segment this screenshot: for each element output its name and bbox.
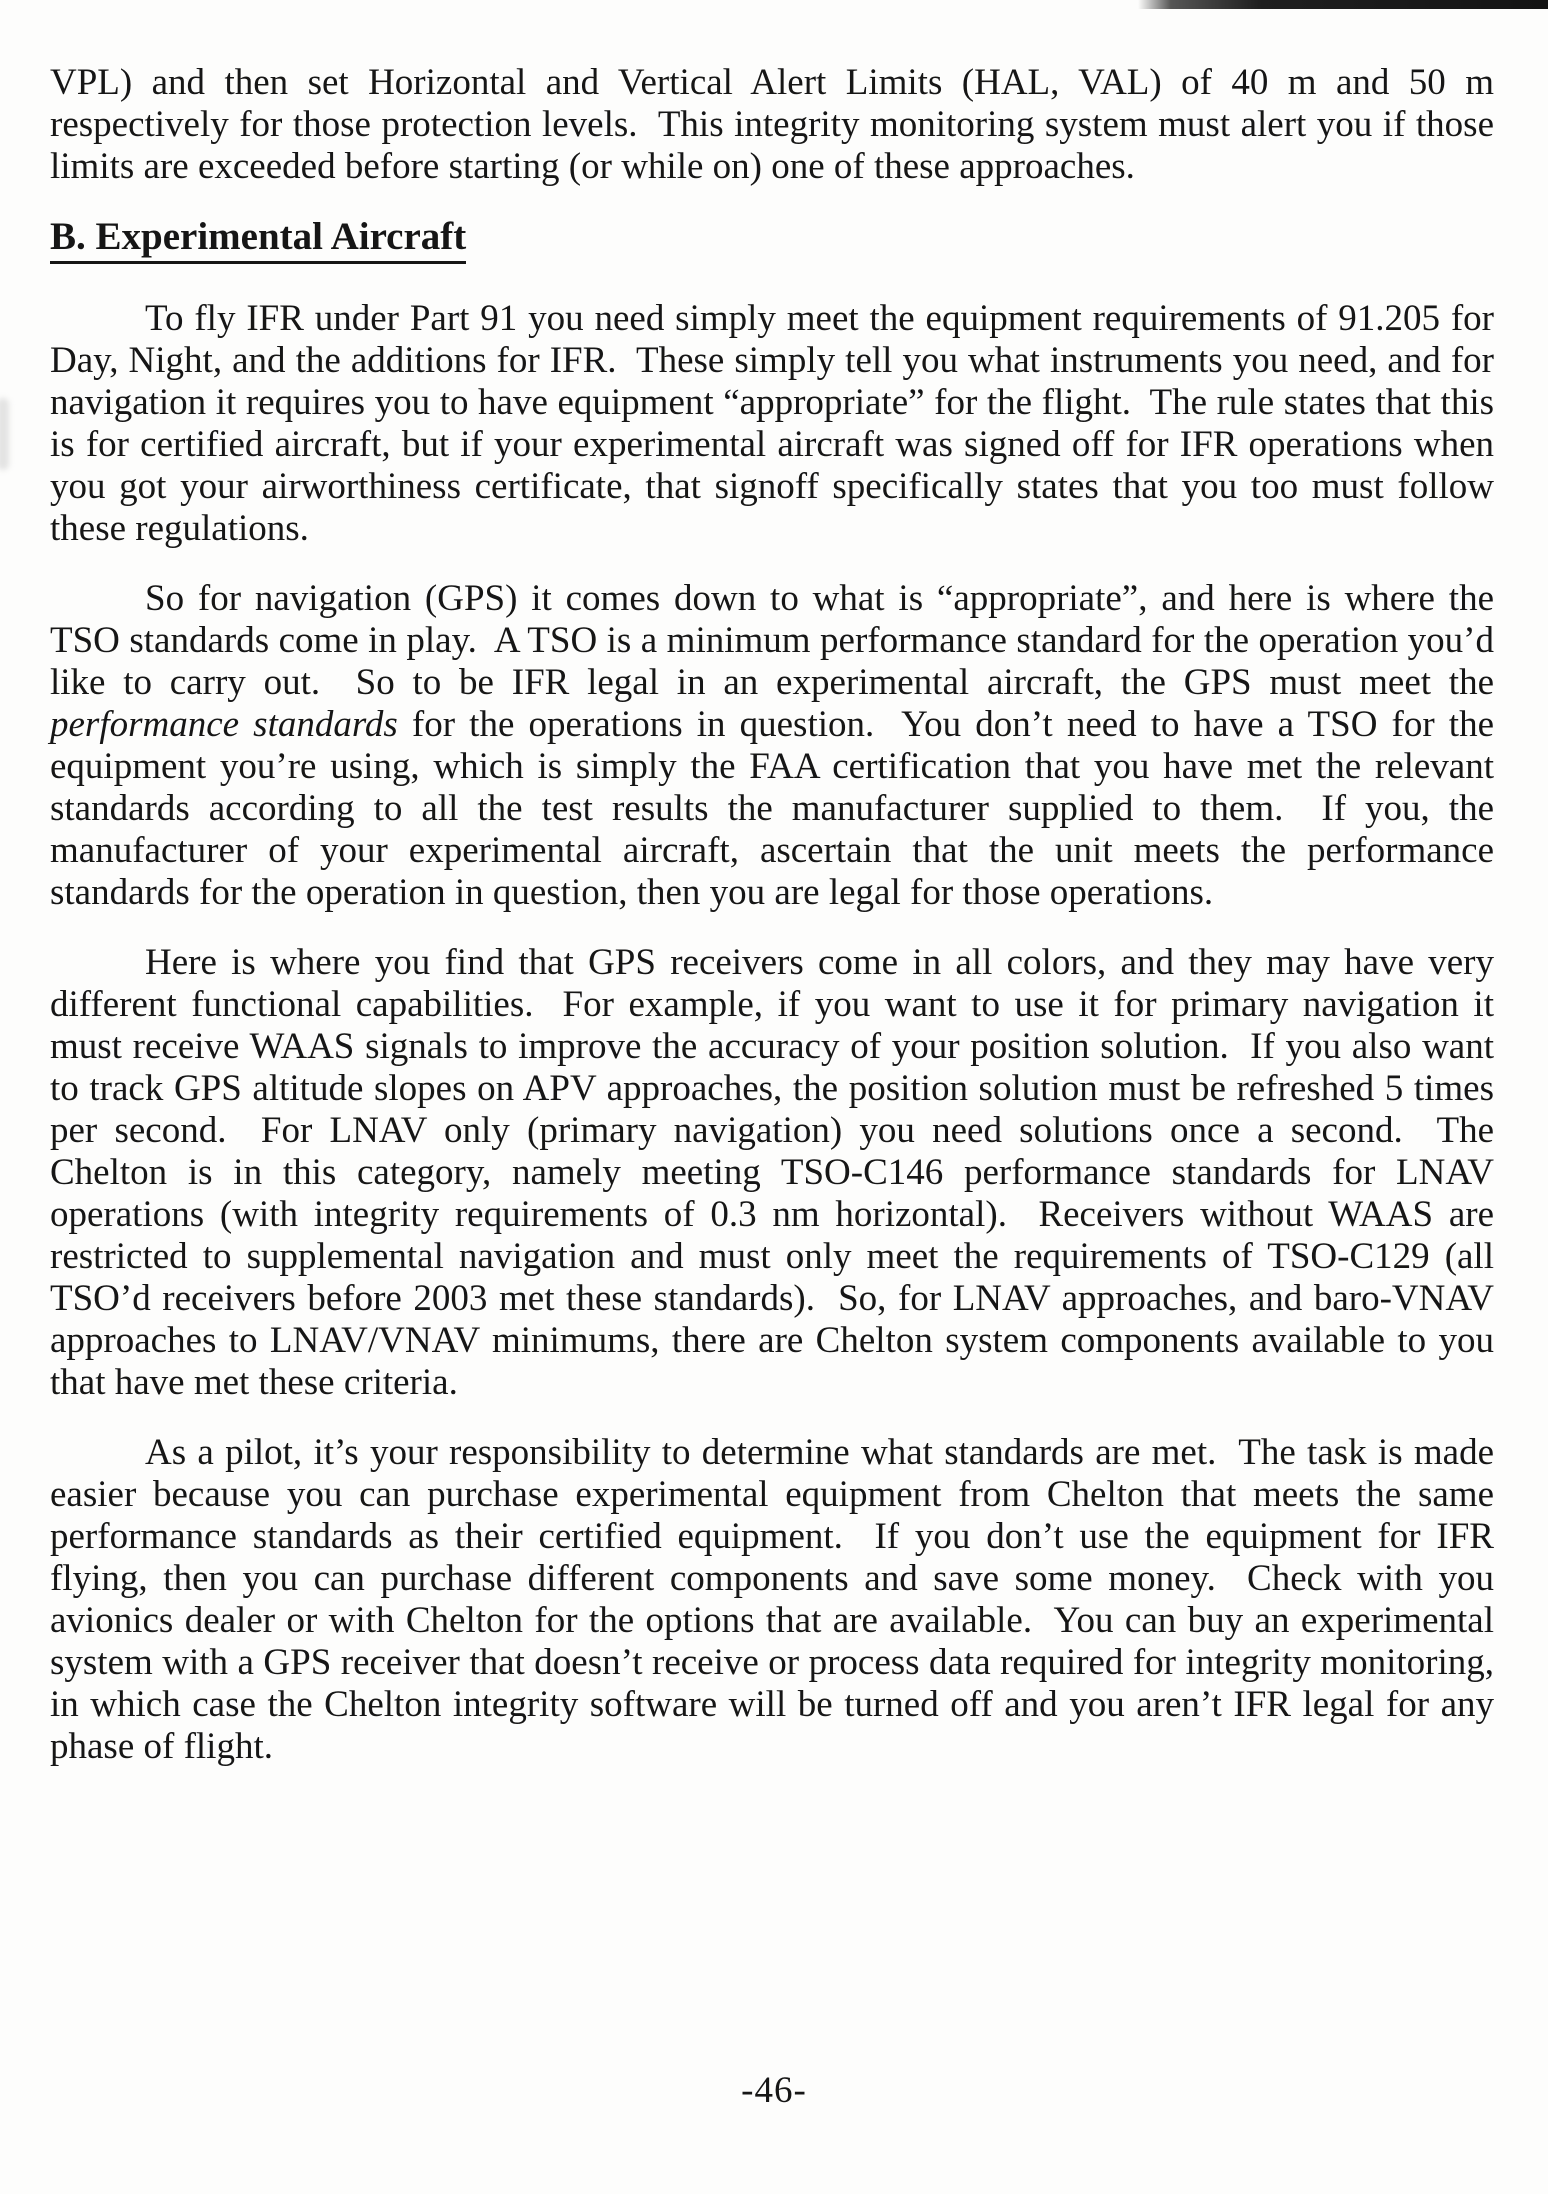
- text-run: VPL) and then set Horizontal and Vertical Alert Limits (HAL, VAL) of 40 m and 50 m respectively for those protection levels. This integrity monitoring system must alert you if those limits are exceeded before starting (or while on) one of these approaches.: [50, 62, 1504, 187]
- scan-artifact-top-bar: [1138, 0, 1548, 9]
- body-paragraph: [50, 942, 1504, 1404]
- italic-text-run: performance standards: [50, 704, 398, 745]
- text-run: To fly IFR under Part 91 you need simply meet the equipment requirements of 91.205 for Day, Night, and the additions for IFR. These simply tell you what instruments you need, and for navigation it requires you to have equipment “appropriate” for the flight. The rule states that this is for certified aircraft, but if your experimental aircraft was signed off for IFR operations when you got your airworthiness certificate, that signoff specifically states that you too must follow these regulations.: [50, 298, 1504, 549]
- section-heading: [50, 216, 1494, 258]
- text-run: for the operations in question. You don’t need to have a TSO for the equipment you’re using, which is simply the FAA certification that you have met the relevant standards according to all the test results the manufacturer supplied to them. If you, the manufacturer of your experimental aircraft, ascertain that the unit meets the performance standards for the operation in question, then you are legal for those operations.: [50, 704, 1504, 913]
- body-paragraph: [50, 1432, 1504, 1768]
- document-body: [50, 62, 1504, 1796]
- scan-artifact-left-smudge: [0, 398, 9, 470]
- body-paragraph: [50, 62, 1504, 188]
- text-run: So for navigation (GPS) it comes down to what is “appropriate”, and here is where the TSO standards come in play. A TSO is a minimum performance standard for the operation you’d like to carry out. So to be IFR legal in an experimental aircraft, the GPS must meet the: [50, 578, 1504, 703]
- page-number: -46-: [741, 2070, 807, 2111]
- body-paragraph: [50, 298, 1504, 550]
- section-heading-text: B. Experimental Aircraft: [50, 215, 466, 264]
- text-run: Here is where you find that GPS receivers come in all colors, and they may have very different functional capabilities. For example, if you want to use it for primary navigation it must receive WAAS signals to improve the accuracy of your position solution. If you also want to track GPS altitude slopes on APV approaches, the position solution must be refreshed 5 times per second. For LNAV only (primary navigation) you need solutions once a second. The Chelton is in this category, namely meeting TSO-C146 performance standards for LNAV operations (with integrity requirements of 0.3 nm horizontal). Receivers without WAAS are restricted to supplemental navigation and must only meet the requirements of TSO-C129 (all TSO’d receivers before 2003 met these standards). So, for LNAV approaches, and baro-VNAV approaches to LNAV/VNAV minimums, there are Chelton system components available to you that have met these criteria.: [50, 942, 1504, 1403]
- text-run: As a pilot, it’s your responsibility to determine what standards are met. The task is made easier because you can purchase experimental equipment from Chelton that meets the same performance standards as their certified equipment. If you don’t use the equipment for IFR flying, then you can purchase different components and save some money. Check with you avionics dealer or with Chelton for the options that are available. You can buy an experimental system with a GPS receiver that doesn’t receive or process data required for integrity monitoring, in which case the Chelton integrity software will be turned off and you aren’t IFR legal for any phase of flight.: [50, 1432, 1504, 1767]
- body-paragraph: [50, 578, 1504, 914]
